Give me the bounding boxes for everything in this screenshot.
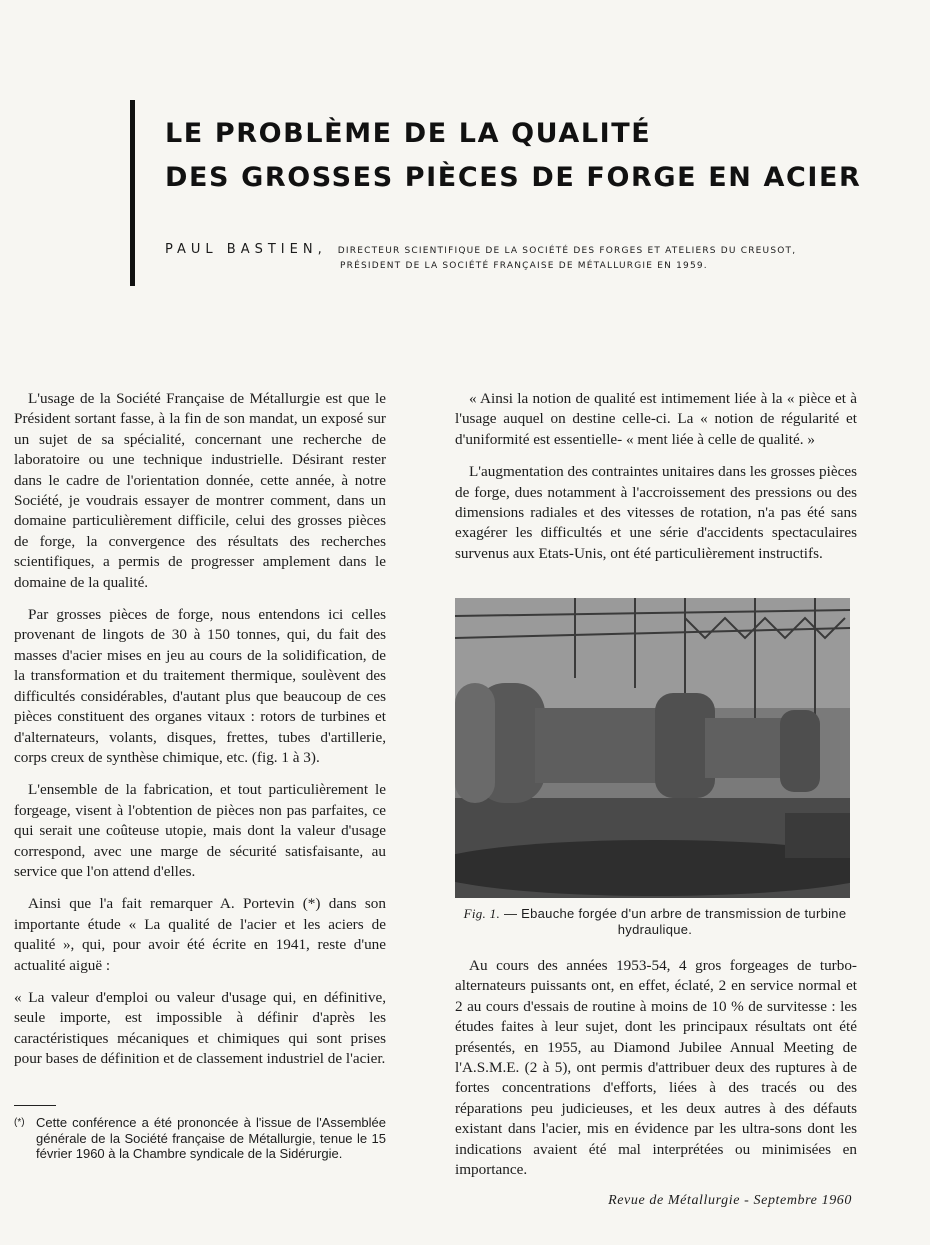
author-role-line-1: DIRECTEUR SCIENTIFIQUE DE LA SOCIÉTÉ DES FORGES ET ATELIERS DU CREUSOT,: [337, 246, 797, 256]
footnote-mark: (*): [14, 1117, 25, 1128]
paragraph: L'usage de la Société Française de Métallurgie est que le Président sortant fasse, à la fin de son mandat, un exposé sur un sujet de sa spécialité, concernant une recherche de laboratoire ou une technique industrielle. Désirant rester dans le cadre de l'orientation donnée, cette année, à notre Société, je voudrais essayer de montrer comment, dans un domaine particulièrement difficile, celui des grosses pièces de forge, la convergence des résultats des recherches scientifiques, a permis de progresser amplement dans le domaine de la qualité.: [14, 390, 386, 591]
paragraph: Au cours des années 1953-54, 4 gros forgeages de turbo-alternateurs puissants ont, en effet, éclaté, 2 en service normal et 2 au cours d'essais de routine à moins de 10 % de survitesse : les études faites à leur sujet, dont les principaux résultats ont été présentés, en 1955, au Diamond Jubilee Annual Meeting de l'A.S.M.E. (2 à 5), ont permis d'attribuer deux des ruptures à de fortes concentrations d'efforts, liées à des tracés ou des réparations peu judicieuses, et les deux autres à des défauts existant dans l'acier, mis en évidence par les ultra-sons dont les indications avaient été mal interprétées ou minimisées en importance.: [455, 957, 857, 1179]
figure-caption-text: — Ebauche forgée d'un arbre de transmission de turbine hydraulique.: [503, 906, 847, 937]
figure-label: Fig. 1.: [463, 906, 501, 921]
footnote: [14, 1115, 386, 1162]
quote-paragraph: « Ainsi la notion de qualité est intimement liée à la « pièce et à l'usage auquel on destine celle-ci. La « notion de régularité et d'uniformité est essentielle- « ment liée à celle de qualité. »: [455, 390, 857, 448]
footnote-divider: [14, 1105, 56, 1106]
paragraph: Par grosses pièces de forge, nous entendons ici celles provenant de lingots de 30 à 150 tonnes, qui, du fait des masses d'acier mises en jeu au cours de la solidification, de la transformation et du traitement thermique, soulèvent des difficultés considérables, d'autant plus que beaucoup de ces pièces constituent des organes vitaux : rotors de turbines et d'alternateurs, volants, disques, frettes, tubes d'artillerie, corps creux de synthèse chimique, etc. (fig. 1 à 3).: [14, 606, 386, 766]
author-role-line-2: PRÉSIDENT DE LA SOCIÉTÉ FRANÇAISE DE MÉTALLURGIE EN 1959.: [340, 261, 708, 271]
title-vertical-rule: [130, 100, 135, 286]
right-column-top: [455, 389, 857, 576]
journal-footer: Revue de Métallurgie - Septembre 1960: [608, 1193, 852, 1208]
author-block: [165, 238, 865, 271]
paragraph: L'augmentation des contraintes unitaires dans les grosses pièces de forge, dues notamment à l'accroissement des pressions ou des dimensions radiales et des vitesses de rotation, n'a pas été sans exagérer les difficultés et une série d'accidents spectaculaires survenus aux Etats-Unis, ont été particulièrement instructifs.: [455, 463, 857, 562]
article-title: [165, 112, 861, 200]
footnote-text: Cette conférence a été prononcée à l'issue de l'Assemblée générale de la Société française de Métallurgie, tenue le 15 février 1960 à la Chambre syndicale de la Sidérurgie.: [36, 1115, 386, 1161]
left-column: [14, 389, 386, 1082]
forged-shaft-illustration: [455, 598, 850, 898]
figure-caption: [455, 906, 855, 938]
paragraph: L'ensemble de la fabrication, et tout particulièrement le forgeage, visent à l'obtention de pièces non pas parfaites, ce qui serait une coûteuse utopie, mais dont la valeur d'usage correspond, avec une marge de sécurité satisfaisante, au service que l'on attend d'elles.: [14, 781, 386, 880]
title-line-1: LE PROBLÈME DE LA QUALITÉ: [165, 118, 652, 149]
forged-shaft-photo: [455, 598, 850, 898]
title-line-2: DES GROSSES PIÈCES DE FORGE EN ACIER: [165, 162, 862, 193]
right-column-bottom: [455, 956, 857, 1192]
paragraph: Ainsi que l'a fait remarquer A. Portevin (*) dans son importante étude « La qualité de l'acier et les aciers de qualité », qui, pour avoir été écrite en 1941, reste d'une actualité aiguë :: [14, 895, 386, 974]
quote-paragraph: « La valeur d'emploi ou valeur d'usage qui, en définitive, seule importe, est impossible à définir d'après les caractéristiques mécaniques et chimiques qui sont prises pour bases de définition et de classement industriel de l'acier.: [14, 988, 386, 1068]
author-name: PAUL BASTIEN,: [165, 242, 327, 257]
